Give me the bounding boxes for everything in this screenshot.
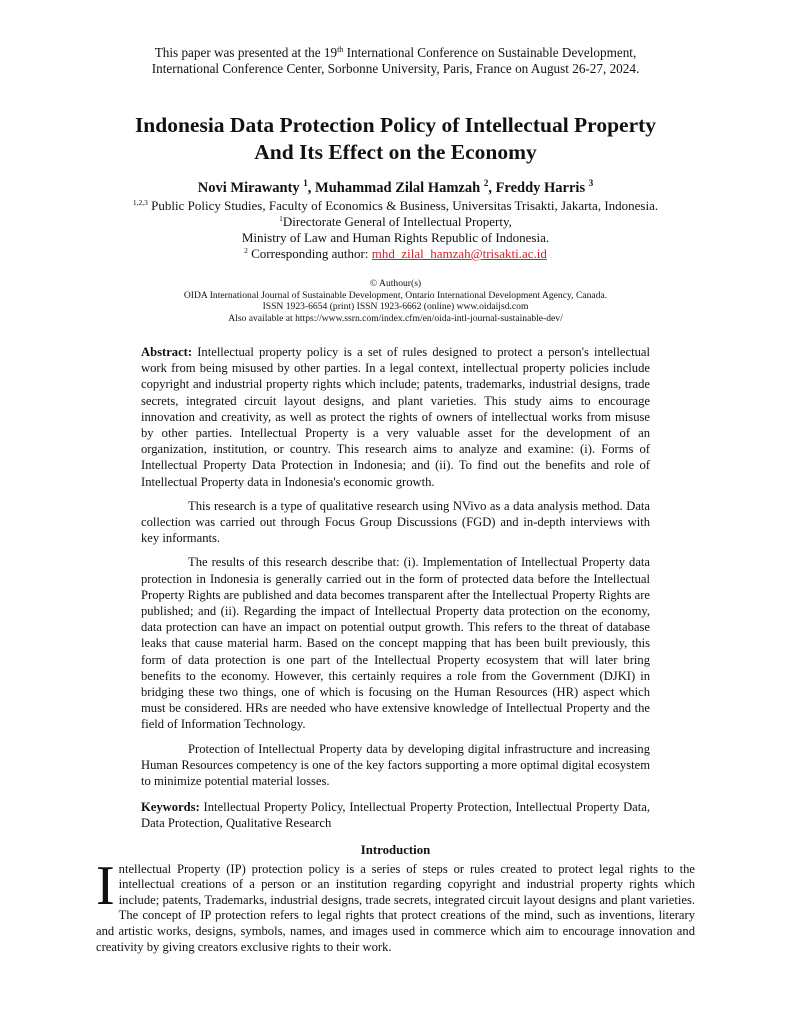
author-list: Novi Mirawanty $^1$, Muhammad Zilal Hamzah $^2$, Freddy Harris $^3$ — [197, 178, 594, 196]
affiliation-second: $^1$Directorate General of Intellectual Property, — [279, 214, 512, 229]
conference-notice-line2: International Conference Center, Sorbonne University, Paris, France on August 26-27, 2024. — [151, 61, 640, 76]
author-mark: 2 — [483, 178, 489, 188]
conference-notice — [100, 45, 691, 77]
introduction-paragraph: Intellectual Property (IP) protection policy is a series of steps or rules created to protect legal rights to the intellectual creations of a person or an institution regarding copyright and industrial property rights which include; patents, Trademarks, industrial designs, trade secrets, integrated circuit layout designs and plant varieties. The concept of IP protection refers to legal rights that protect creations of the mind, such as inventions, literary and artistic works, designs, symbols, names, and images used in commerce which aim to encourage innovation and creativity by giving creators exclusive rights to their work. — [96, 854, 695, 954]
conference-notice-line1: This paper was presented at the 19th International Conference on Sustainable Development, — [154, 45, 637, 60]
author-name: Muhammad Zilal Hamzah — [315, 180, 481, 196]
corresponding-author: $^2$ Corresponding author: mhd_zilal_hamzah@trisakti.ac.id — [244, 246, 547, 261]
affiliations — [70, 198, 721, 262]
abstract-paragraph-4: Protection of Intellectual Property data by developing digital infrastructure and increasing Human Resources competency is one of the key factors supporting a more optimal digital ecosystem to minimize potential material losses. — [141, 741, 650, 789]
issn-line: ISSN 1923-6654 (print) ISSN 1923-6662 (online) www.oidaijsd.com — [262, 301, 529, 313]
affiliation-main: $^{1,2,3}$ Public Policy Studies, Faculty of Economics & Business, Universitas Trisakti, Jakarta, Indonesia. — [132, 198, 659, 213]
author-mark: 3 — [588, 178, 594, 188]
paper-title-line2: And Its Effect on the Economy — [254, 140, 537, 164]
corresponding-email-link[interactable]: mhd_zilal_hamzah@trisakti.ac.id — [371, 246, 547, 261]
abstract-paragraph-2: This research is a type of qualitative research using NVivo as a data analysis method. Data collection was carried out through Focus Group Discussions (FGD) and in-depth interviews with key informants. — [141, 498, 650, 546]
paper-title — [80, 112, 711, 166]
journal-name-line: OIDA International Journal of Sustainable Development, Ontario International Development Agency, Canada. — [183, 289, 608, 301]
availability-line: Also available at https://www.ssrn.com/index.cfm/en/oida-intl-journal-sustainable-dev/ — [228, 313, 563, 325]
keywords-text: Intellectual Property Policy, Intellectual Property Protection, Intellectual Property Data, Data Protection, Qualitative Research — [141, 800, 650, 831]
abstract-label: Abstract: — [141, 345, 193, 359]
drop-cap: I — [96, 854, 115, 917]
abstract-paragraph-1: Abstract: Intellectual property policy is a set of rules designed to protect a person's intellectual work from being misused by other parties. In a legal context, intellectual property policies include copyright and industrial property rights which include; patents, trademarks, industrial designs, trade secrets, integrated circuit layout designs, and plant varieties. This study aims to encourage innovation and creativity, as well as protect the rights of owners of intellectual works from misuse by other parties. Intellectual Property is a very valuable asset for the development of an organization, institution, or country. This research aims to analyze and examine: (i). Forms of Intellectual Property Data Protection in Indonesia; and (ii). To find out the benefits and role of Intellectual Property data in Indonesia's economic growth. — [141, 345, 650, 489]
affiliation-second-line2: Ministry of Law and Human Rights Republic of Indonesia. — [241, 230, 550, 245]
section-heading-introduction: Introduction — [360, 842, 431, 857]
abstract-paragraph-3: The results of this research describe that: (i). Implementation of Intellectual Property data protection in Indonesia is generally carried out in the form of protected data before the Intellectual Property Rights are published and data becomes transparent after the Intellectual Property Rights are published; and (ii). Regarding the impact of Intellectual Property data protection on the economy, data protection can have an impact on potential output growth. This refers to the threat of database leaks that cause material harm. Based on the concept mapping that has been built previously, this form of data protection is one part of the Intellectual Property ecosystem that will later bring benefits to the economy. However, this certainly requires a role from the Government (DJKI) in bridging these two things, one of which is focusing on the Human Resources (HR) aspect which must be considered. HRs are needed who have extensive knowledge of Intellectual Property and the field of Information Technology. — [141, 555, 650, 732]
paper-title-line1: Indonesia Data Protection Policy of Intellectual Property — [134, 113, 657, 137]
copyright-line: © Authour(s) — [369, 278, 422, 289]
journal-info — [90, 278, 701, 325]
author-mark: 1 — [303, 178, 308, 188]
main-text-column — [96, 344, 695, 955]
keywords-label: Keywords: — [141, 800, 200, 815]
author-name: Freddy Harris — [495, 180, 586, 196]
keywords — [141, 799, 650, 831]
author-name: Novi Mirawanty — [197, 180, 300, 196]
